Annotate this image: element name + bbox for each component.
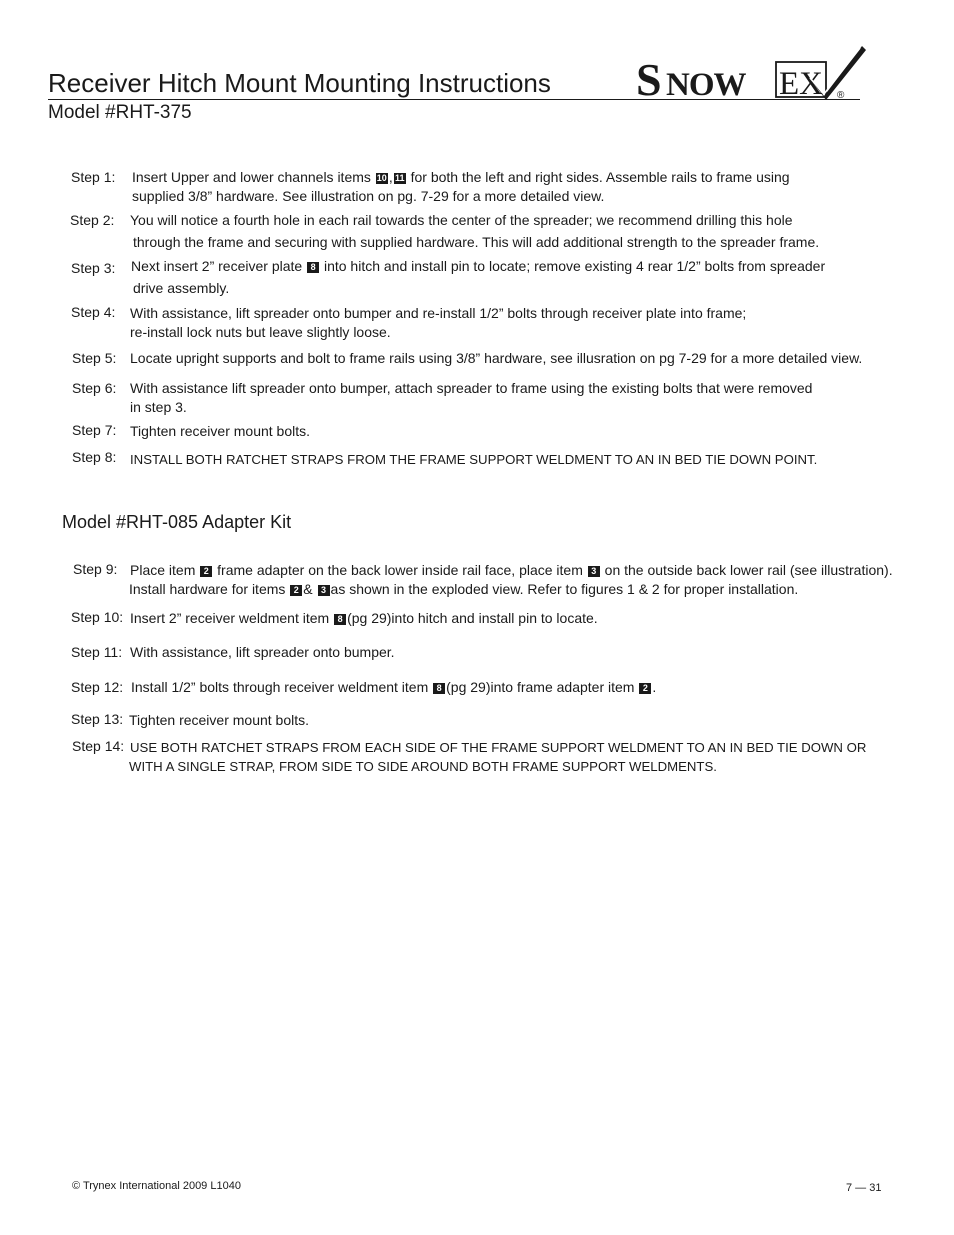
step-text-line <box>129 757 717 776</box>
step-text: Insert 2” receiver weldment item <box>130 610 334 626</box>
step-text: Install hardware for items <box>129 581 290 597</box>
step-text: Locate upright supports and bolt to frame rails using 3/8” hardware, see illusration on pg 7-29 for a more detailed view. <box>130 350 863 366</box>
step-text: Place item <box>130 562 200 578</box>
step-text-line <box>130 349 862 368</box>
step-label: Step 11: <box>71 644 123 660</box>
step-label: Step 7: <box>72 422 117 438</box>
step-text: (pg 29)into frame adapter item <box>446 679 639 695</box>
step-text-line <box>130 609 598 628</box>
step-text-line <box>130 379 812 398</box>
step-text: & <box>303 581 317 597</box>
step-text: , <box>388 169 393 185</box>
step-label: Step 10: <box>71 609 124 625</box>
step-text: as shown in the exploded view. Refer to figures 1 & 2 for proper installation. <box>330 581 799 597</box>
logo-registered: ® <box>837 90 845 100</box>
item-number-badge: 2 <box>200 566 212 577</box>
step-text-line <box>130 323 391 342</box>
step-text-line <box>130 211 793 230</box>
section-title-rht-085: Model #RHT-085 Adapter Kit <box>62 512 292 532</box>
logo-letter-s: S <box>636 54 662 100</box>
step-label: Step 3: <box>71 260 116 276</box>
item-number-badge: 8 <box>433 683 445 694</box>
step-text-line <box>130 643 395 662</box>
step-text-line <box>130 304 746 323</box>
item-number-badge: 8 <box>334 614 346 625</box>
step-text: frame adapter on the back lower inside rail face, place item <box>213 562 587 578</box>
step-text: in step 3. <box>130 399 187 415</box>
step-text-line <box>131 257 825 276</box>
footer-copyright: © Trynex International 2009 L1040 <box>72 1180 241 1192</box>
logo-letters-now: NOW <box>666 67 746 100</box>
step-text: USE BOTH RATCHET STRAPS FROM EACH SIDE OF THE FRAME SUPPORT WELDMENT TO AN IN BED TIE DOWN OR <box>130 740 867 755</box>
footer-page-number: 7 — 31 <box>846 1182 882 1194</box>
step-text: Tighten receiver mount bolts. <box>129 712 310 728</box>
step-text-line <box>130 422 310 441</box>
step-text: Tighten receiver mount bolts. <box>130 423 311 439</box>
item-number-badge: 3 <box>588 566 600 577</box>
step-text: WITH A SINGLE STRAP, FROM SIDE TO SIDE AROUND BOTH FRAME SUPPORT WELDMENTS. <box>129 759 717 774</box>
step-text: re-install lock nuts but leave slightly loose. <box>130 324 391 340</box>
step-text: supplied 3/8” hardware. See illustration on pg. 7-29 for a more detailed view. <box>132 188 605 204</box>
step-label: Step 5: <box>72 350 117 366</box>
step-label: Step 12: <box>71 679 124 695</box>
step-text: With assistance, lift spreader onto bumper. <box>130 644 395 660</box>
step-text: Next insert 2” receiver plate <box>131 258 307 274</box>
step-text-line <box>132 187 604 206</box>
page-title: Receiver Hitch Mount Mounting Instructions <box>48 68 551 98</box>
step-text: . <box>652 679 657 695</box>
step-text-line <box>131 678 656 697</box>
step-text: Install 1/2” bolts through receiver weldment item <box>131 679 433 695</box>
step-text-line <box>130 398 187 417</box>
step-text: for both the left and right sides. Assemble rails to frame using <box>406 169 790 185</box>
item-number-badge: 10 <box>376 173 387 183</box>
step-label: Step 8: <box>72 449 117 465</box>
step-text: on the outside back lower rail (see illustration). <box>600 562 893 578</box>
step-text: into hitch and install pin to locate; remove existing 4 rear 1/2” bolts from spreader <box>320 258 826 274</box>
step-text: (pg 29)into hitch and install pin to locate. <box>347 610 598 626</box>
step-text: With assistance, lift spreader onto bumper and re-install 1/2” bolts through receiver plate into frame; <box>130 305 747 321</box>
step-text-line <box>133 279 229 298</box>
step-text-line <box>130 450 817 469</box>
step-label: Step 14: <box>72 738 125 754</box>
step-text: You will notice a fourth hole in each rail towards the center of the spreader; we recommend drilling this hole <box>130 212 793 228</box>
step-text-line <box>130 738 866 757</box>
step-text: drive assembly. <box>133 280 230 296</box>
step-label: Step 9: <box>73 561 118 577</box>
step-text: With assistance lift spreader onto bumper, attach spreader to frame using the existing bolts that were removed <box>130 380 813 396</box>
step-label: Step 2: <box>70 212 115 228</box>
item-number-badge: 2 <box>290 585 302 596</box>
step-text: INSTALL BOTH RATCHET STRAPS FROM THE FRAME SUPPORT WELDMENT TO AN IN BED TIE DOWN POINT. <box>130 452 818 467</box>
step-text-line <box>129 711 309 730</box>
step-text: Insert Upper and lower channels items <box>132 169 375 185</box>
model-subtitle: Model #RHT-375 <box>48 102 192 123</box>
step-label: Step 6: <box>72 380 117 396</box>
logo-letters-ex: EX <box>779 66 823 100</box>
step-text-line <box>133 233 819 252</box>
step-label: Step 1: <box>71 169 116 185</box>
item-number-badge: 8 <box>307 262 319 273</box>
step-text-line <box>129 580 798 599</box>
step-text-line <box>132 168 790 187</box>
step-label: Step 13: <box>71 711 124 727</box>
item-number-badge: 2 <box>639 683 651 694</box>
snowex-logo <box>634 40 866 100</box>
step-label: Step 4: <box>71 304 116 320</box>
step-text: through the frame and securing with supplied hardware. This will add additional strength to the spreader frame. <box>133 234 820 250</box>
item-number-badge: 3 <box>318 585 330 596</box>
item-number-badge: 11 <box>394 173 405 183</box>
step-text-line <box>130 561 893 580</box>
